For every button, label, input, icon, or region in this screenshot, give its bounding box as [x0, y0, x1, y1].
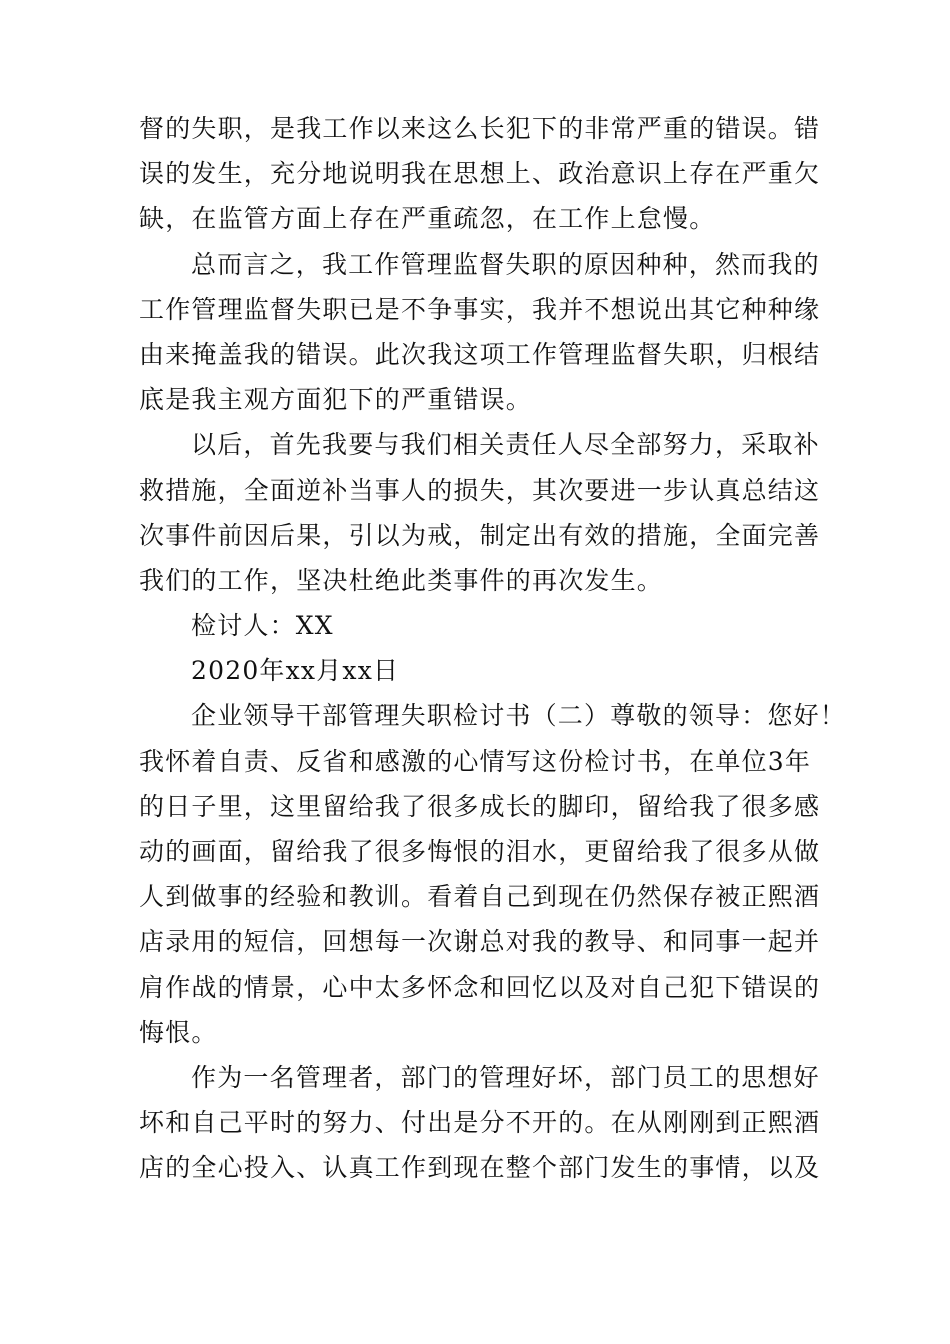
text-line: 以后，首先我要与我们相关责任人尽全部努力，采取补 — [191, 430, 820, 460]
text-line: 店录用的短信，回想每一次谢总对我的教导、和同事一起并 — [139, 927, 821, 957]
text-line: 店的全心投入、认真工作到现在整个部门发生的事情，以及 — [139, 1153, 821, 1183]
text-line: 由来掩盖我的错误。此次我这项工作管理监督失职，归根结 — [139, 339, 821, 369]
text-line: 工作管理监督失职已是不争事实，我并不想说出其它种种缘 — [139, 294, 821, 324]
text-line: 我们的工作，坚决杜绝此类事件的再次发生。 — [139, 565, 664, 595]
text-line: 检讨人：XX — [191, 611, 334, 641]
text-line: 作为一名管理者，部门的管理好坏，部门员工的思想好 — [191, 1062, 820, 1092]
document-body — [139, 106, 847, 1191]
text-line: 缺，在监管方面上存在严重疏忽，在工作上怠慢。 — [139, 204, 716, 234]
text-line: 肩作战的情景，心中太多怀念和回忆以及对自己犯下错误的 — [139, 972, 821, 1002]
text-line: 坏和自己平时的努力、付出是分不开的。在从刚刚到正熙酒 — [139, 1108, 821, 1138]
text-line: 动的画面，留给我了很多悔恨的泪水，更留给我了很多从做 — [139, 837, 821, 866]
text-line: 人到做事的经验和教训。看着自己到现在仍然保存被正熙酒 — [139, 882, 821, 912]
text-line: 底是我主观方面犯下的严重错误。 — [139, 385, 533, 415]
text-line: 的日子里，这里留给我了很多成长的脚印，留给我了很多感 — [139, 791, 821, 821]
text-line: 我怀着自责、反省和感激的心情写这份检讨书，在单位3年 — [139, 746, 812, 776]
text-line: 救措施，全面逆补当事人的损失，其次要进一步认真总结这 — [139, 475, 821, 505]
text-line: 误的发生，充分地说明我在思想上、政治意识上存在严重欠 — [139, 159, 821, 189]
text-line: 2020年xx月xx日 — [191, 656, 400, 686]
text-line: 企业领导干部管理失职检讨书（二）尊敬的领导：您好！ — [191, 701, 847, 731]
text-line: 悔恨。 — [139, 1017, 218, 1047]
text-line: 次事件前因后果，引以为戒，制定出有效的措施，全面完善 — [139, 520, 821, 550]
text-line: 督的失职，是我工作以来这么长犯下的非常严重的错误。错 — [139, 114, 821, 143]
text-line: 总而言之，我工作管理监督失职的原因种种，然而我的 — [191, 249, 820, 279]
